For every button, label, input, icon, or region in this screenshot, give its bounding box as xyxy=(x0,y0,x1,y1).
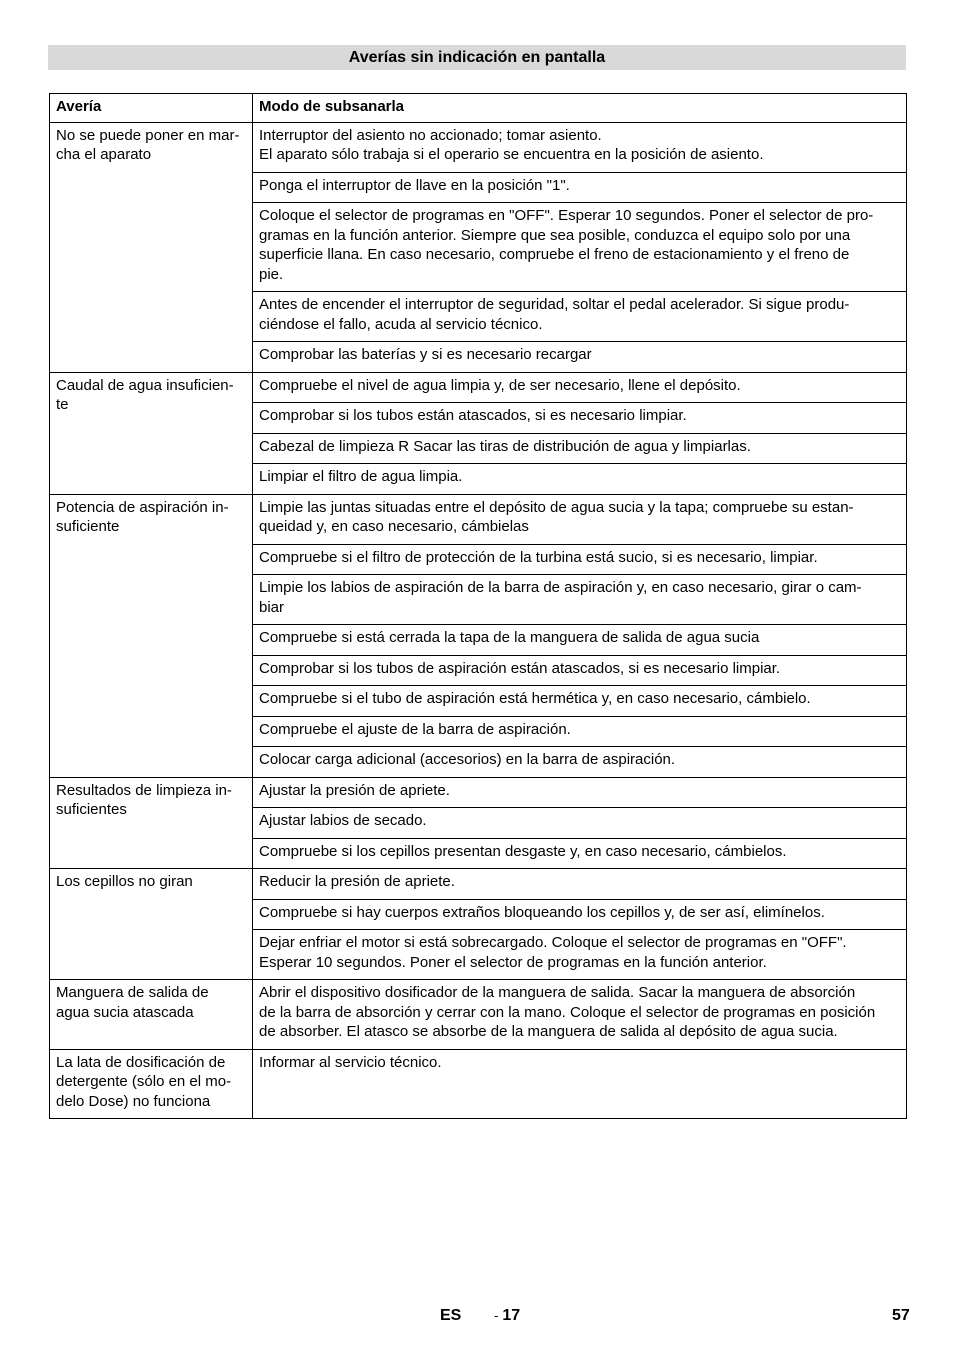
fault-cell: Los cepillos no giran xyxy=(50,869,253,980)
remedy-cell: Limpie los labios de aspiración de la barra de aspiración y, en caso necesario, girar o cam- biar xyxy=(253,575,907,625)
remedy-cell: Compruebe el ajuste de la barra de aspiración. xyxy=(253,716,907,747)
footer-section-page xyxy=(494,1307,520,1325)
footer-dash: - xyxy=(494,1308,499,1323)
remedy-cell: Compruebe si está cerrada la tapa de la manguera de salida de agua sucia xyxy=(253,625,907,656)
remedy-cell: Comprobar si los tubos están atascados, si es necesario limpiar. xyxy=(253,403,907,434)
remedy-cell: Comprobar las baterías y si es necesario recargar xyxy=(253,342,907,373)
table-row xyxy=(50,372,907,403)
fault-cell: La lata de dosificación de detergente (sólo en el mo- delo Dose) no funciona xyxy=(50,1049,253,1119)
remedy-cell: Coloque el selector de programas en "OFF". Esperar 10 segundos. Poner el selector de pro- gramas en la función anterior. Siempre que sea posible, conduzca el equipo solo por una superficie llana. En caso necesario, compruebe el freno de estacionamiento y el freno de pie. xyxy=(253,203,907,292)
fault-cell: Resultados de limpieza in- suficientes xyxy=(50,777,253,869)
remedy-cell: Ponga el interruptor de llave en la posición "1". xyxy=(253,172,907,203)
remedy-cell: Ajustar la presión de apriete. xyxy=(253,777,907,808)
footer-page-number: 57 xyxy=(892,1307,910,1324)
remedy-cell: Compruebe si el filtro de protección de la turbina está sucio, si es necesario, limpiar. xyxy=(253,544,907,575)
header-fault: Avería xyxy=(50,94,253,123)
remedy-cell: Compruebe si los cepillos presentan desgaste y, en caso necesario, cámbielos. xyxy=(253,838,907,869)
table-row xyxy=(50,777,907,808)
section-title: Averías sin indicación en pantalla xyxy=(48,45,906,70)
fault-cell: No se puede poner en mar- cha el aparato xyxy=(50,122,253,372)
table-row xyxy=(50,494,907,544)
footer-page: 17 xyxy=(502,1307,521,1324)
faults-table xyxy=(49,93,907,1119)
remedy-cell: Reducir la presión de apriete. xyxy=(253,869,907,900)
fault-cell: Potencia de aspiración in- suficiente xyxy=(50,494,253,777)
remedy-cell: Antes de encender el interruptor de seguridad, soltar el pedal acelerador. Si sigue produ- ciéndose el fallo, acuda al servicio técnico. xyxy=(253,292,907,342)
fault-cell: Caudal de agua insuficien- te xyxy=(50,372,253,494)
table-row xyxy=(50,980,907,1050)
fault-cell: Manguera de salida de agua sucia atascada xyxy=(50,980,253,1050)
table-row xyxy=(50,122,907,172)
remedy-cell: Abrir el dispositivo dosificador de la manguera de salida. Sacar la manguera de absorción de la barra de absorción y cerrar con la mano. Coloque el selector de programas en posición de absorber. El atasco se absorbe de la manguera de salida al depósito de agua sucia. xyxy=(253,980,907,1050)
remedy-cell: Compruebe si hay cuerpos extraños bloqueando los cepillos y, de ser así, elimínelos. xyxy=(253,899,907,930)
header-remedy: Modo de subsanarla xyxy=(253,94,907,123)
remedy-cell: Limpie las juntas situadas entre el depósito de agua sucia y la tapa; compruebe su estan- queidad y, en caso necesario, cámbielas xyxy=(253,494,907,544)
remedy-cell: Informar al servicio técnico. xyxy=(253,1049,907,1119)
footer-language: ES xyxy=(440,1307,462,1324)
remedy-cell: Compruebe si el tubo de aspiración está hermética y, en caso necesario, cámbielo. xyxy=(253,686,907,717)
remedy-cell: Limpiar el filtro de agua limpia. xyxy=(253,464,907,495)
table-row xyxy=(50,1049,907,1119)
remedy-cell: Ajustar labios de secado. xyxy=(253,808,907,839)
remedy-cell: Colocar carga adicional (accesorios) en la barra de aspiración. xyxy=(253,747,907,778)
remedy-cell: Interruptor del asiento no accionado; tomar asiento. El aparato sólo trabaja si el operario se encuentra en la posición de asiento. xyxy=(253,122,907,172)
remedy-cell: Compruebe el nivel de agua limpia y, de ser necesario, llene el depósito. xyxy=(253,372,907,403)
remedy-cell: Comprobar si los tubos de aspiración están atascados, si es necesario limpiar. xyxy=(253,655,907,686)
table-header-row xyxy=(50,94,907,123)
remedy-cell: Dejar enfriar el motor si está sobrecargado. Coloque el selector de programas en "OFF". Esperar 10 segundos. Poner el selector de programas en la función anterior. xyxy=(253,930,907,980)
remedy-cell: Cabezal de limpieza R Sacar las tiras de distribución de agua y limpiarlas. xyxy=(253,433,907,464)
table-row xyxy=(50,869,907,900)
